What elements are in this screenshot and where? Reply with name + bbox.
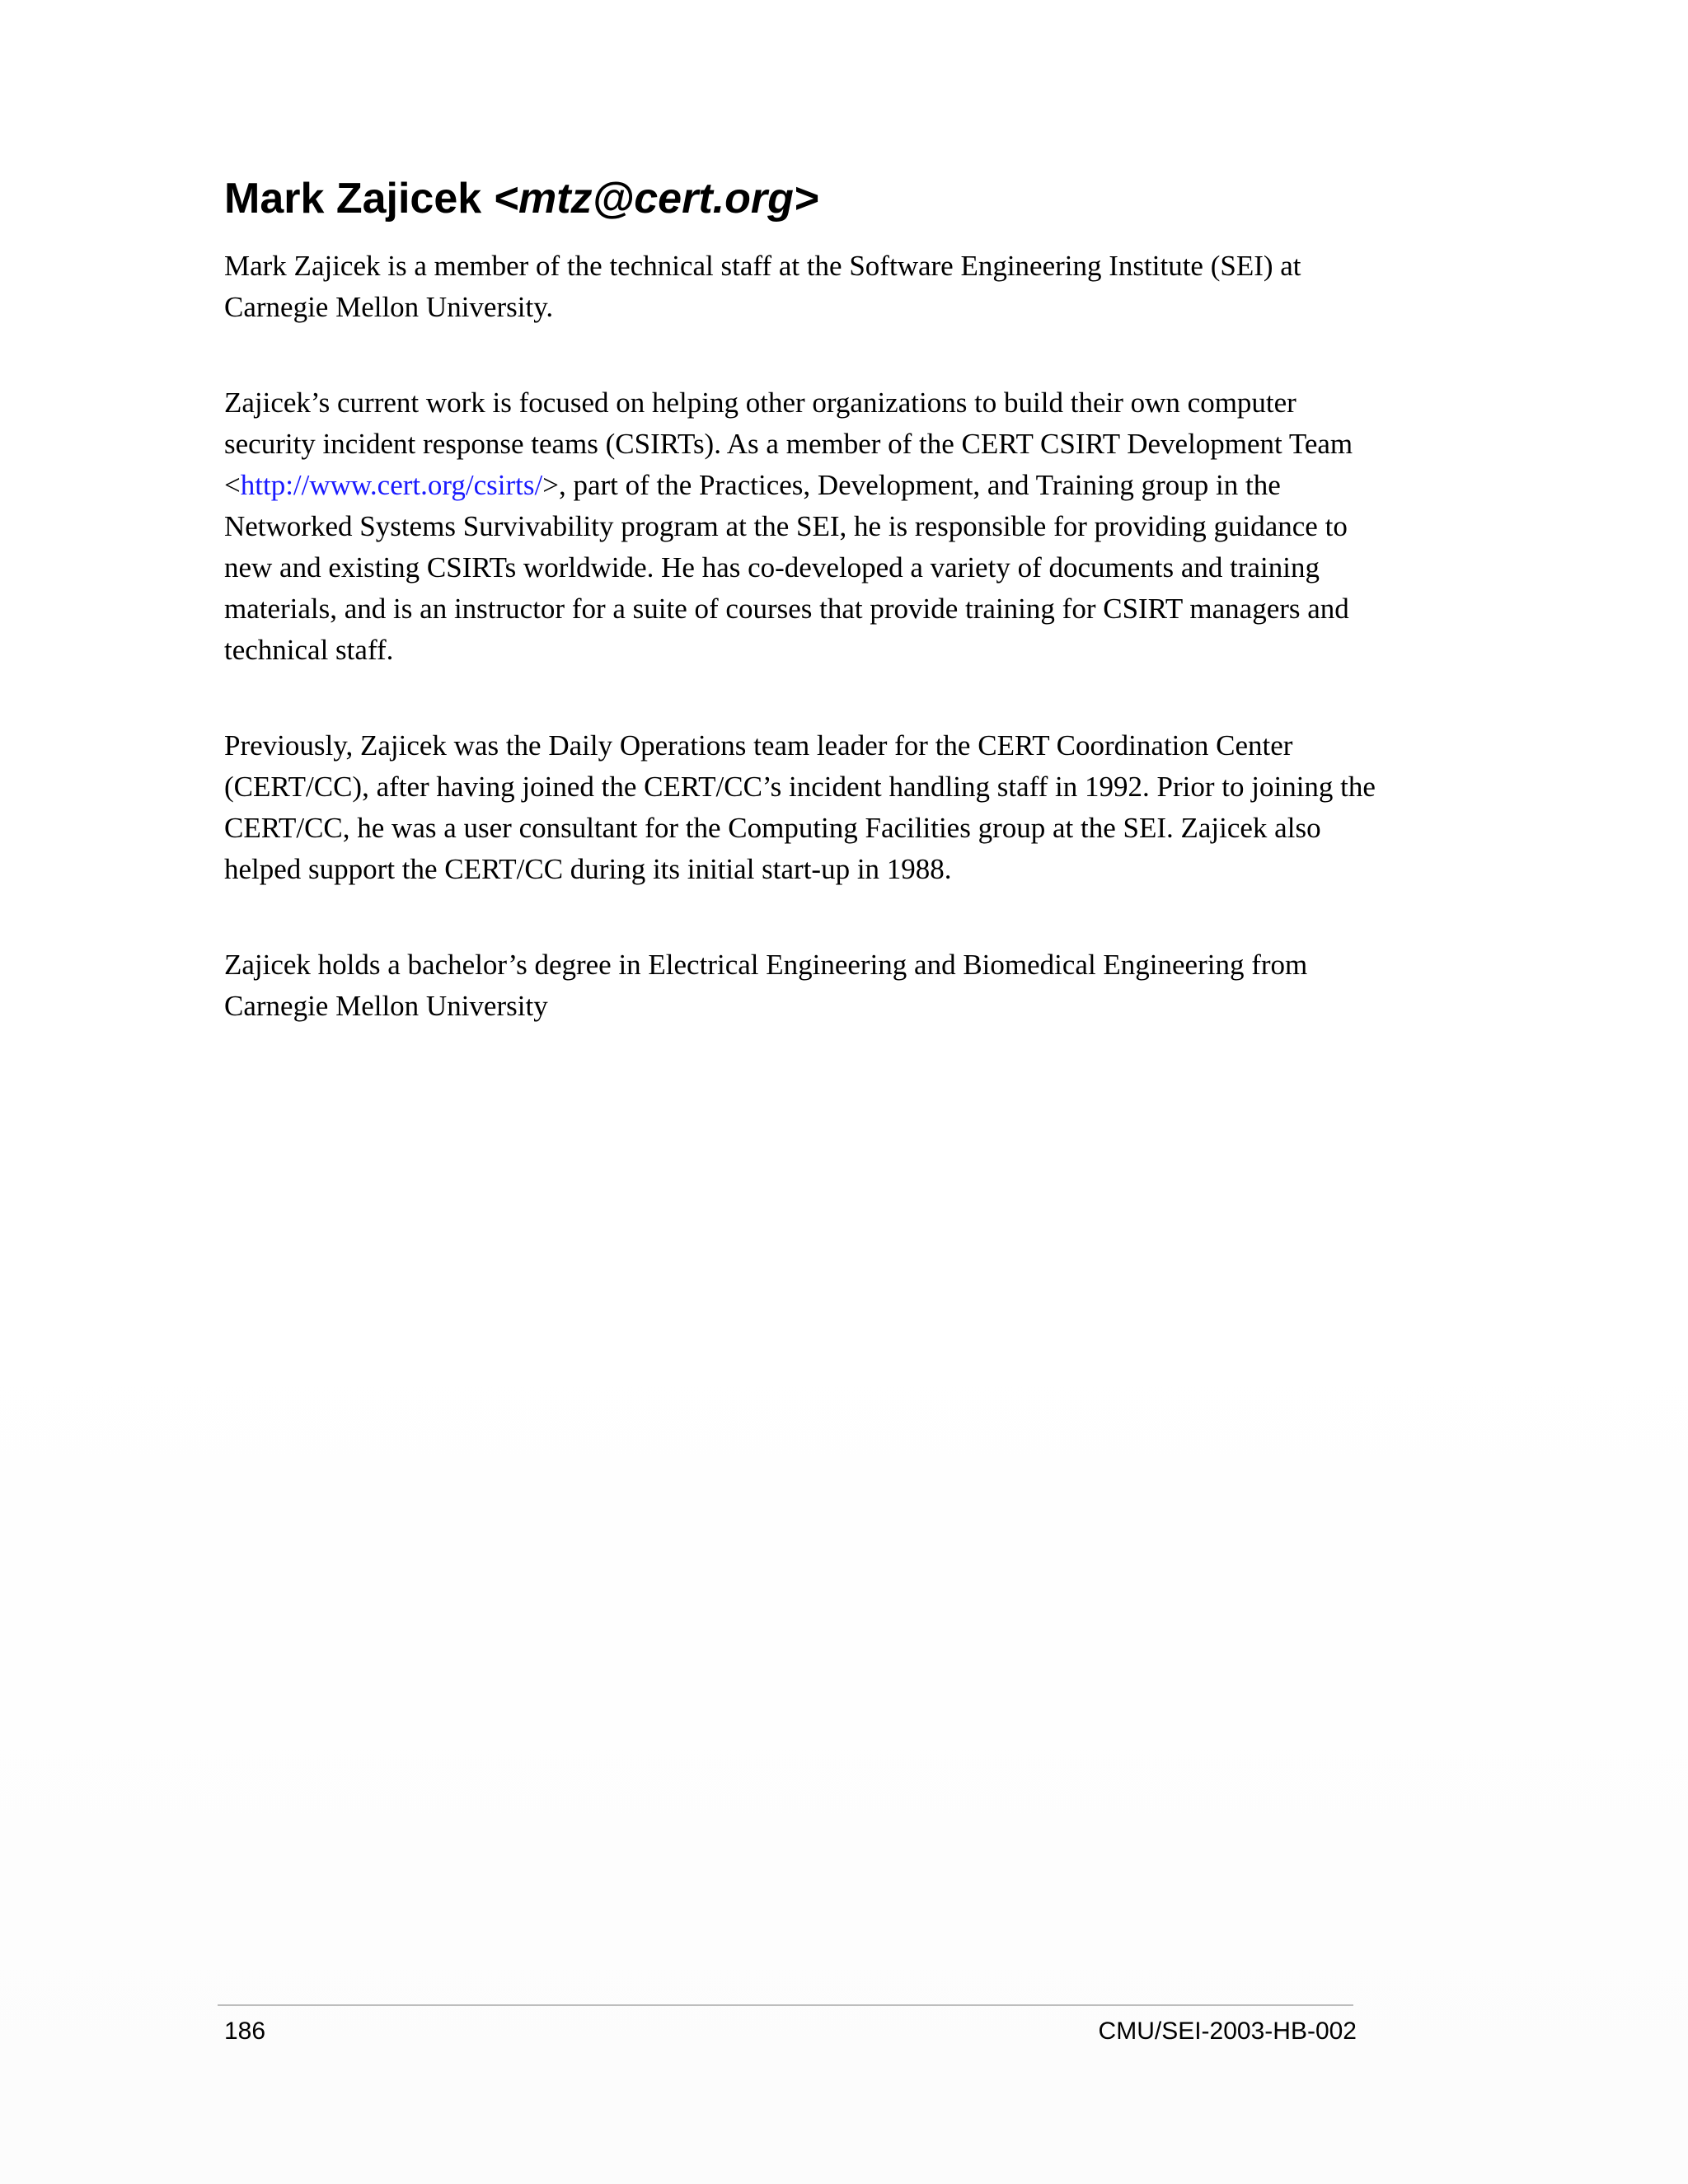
email-address: mtz@cert.org: [518, 175, 794, 223]
author-email[interactable]: [494, 175, 819, 223]
email-open-bracket: <: [493, 175, 518, 223]
author-name: Mark Zajicek: [224, 175, 494, 223]
author-heading: [224, 173, 1386, 224]
page-content: [224, 173, 1386, 1081]
paragraph-2-text-before-link: Zajicek’s current work is focused on helping other organizations to build their own computer security incident response teams (CSIRTs). As a member of the CERT CSIRT Development Team <: [224, 387, 1353, 501]
email-close-bracket: >: [793, 175, 819, 223]
bio-paragraph-1: Mark Zajicek is a member of the technical staff at the Software Engineering Institute (SEI) at Carnegie Mellon University.: [224, 250, 1301, 323]
bio-paragraph-3: Previously, Zajicek was the Daily Operations team leader for the CERT Coordination Center (CERT/CC), after having joined the CERT/CC’s incident handling staff in 1992. Prior to joining the CERT/CC, he was a user consultant for the Computing Facilities group at the SEI. Zajicek also helped support the CERT/CC during its initial start-up in 1988.: [224, 729, 1376, 885]
page-number: 186: [224, 2018, 266, 2045]
footer-divider: [218, 2004, 1353, 2006]
bio-paragraph-2: [224, 382, 1386, 671]
csirt-team-link[interactable]: http://www.cert.org/csirts/: [240, 469, 543, 501]
bio-paragraph-4: Zajicek holds a bachelor’s degree in Electrical Engineering and Biomedical Engineering from Carnegie Mellon University: [224, 949, 1308, 1022]
document-id: CMU/SEI-2003-HB-002: [1098, 2018, 1357, 2045]
paragraph-2-text-after-link: >, part of the Practices, Development, and Training group in the Networked Systems Survivability program at the SEI, he is responsible for providing guidance to new and existing CSIRTs worldwide. He has co-developed a variety of documents and training materials, and is an instructor for a suite of courses that provide training for CSIRT managers and technical staff.: [224, 469, 1349, 666]
